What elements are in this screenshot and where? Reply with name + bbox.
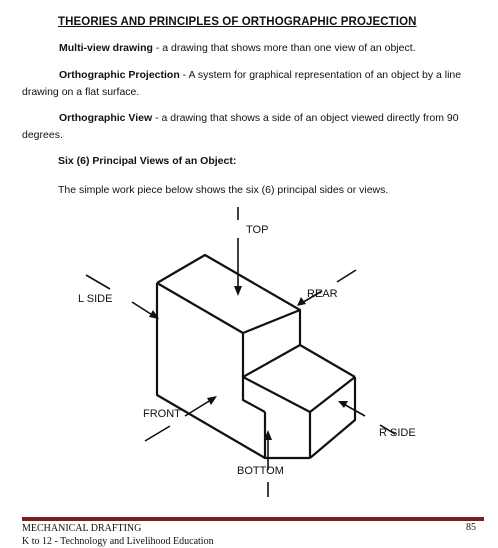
definition-text: - a drawing that shows a side of an object viewed directly from 90 degrees. — [22, 112, 459, 141]
page-number: 85 — [466, 522, 476, 533]
definition-text: - a drawing that shows more than one view of an object. — [152, 42, 416, 54]
view-arrows — [86, 207, 395, 497]
definition-term: Multi-view drawing — [59, 42, 153, 54]
label-l-side: L SIDE — [78, 293, 113, 305]
label-r-side: R SIDE — [379, 427, 416, 439]
label-rear: REAR — [307, 288, 338, 300]
definition-text: - A system for graphical representation of an object by a line drawing on a flat surface. — [22, 69, 462, 98]
front-marker — [145, 426, 170, 441]
intro-text: The simple work piece below shows the six (6) principal sides or views. — [58, 184, 389, 196]
label-front: FRONT — [143, 408, 181, 420]
label-top: TOP — [246, 224, 269, 236]
subheading: Six (6) Principal Views of an Object: — [58, 155, 237, 167]
footer-course: MECHANICAL DRAFTING — [22, 523, 142, 534]
r-side-arrowhead — [338, 401, 348, 408]
footer-program: K to 12 - Technology and Livelihood Education — [22, 536, 214, 547]
footer-divider — [22, 517, 484, 521]
page-title: THEORIES AND PRINCIPLES OF ORTHOGRAPHIC PROJECTION — [58, 16, 417, 28]
definition-term: Orthographic View — [59, 112, 153, 124]
rear-marker — [337, 270, 356, 282]
front-arrowhead — [207, 396, 217, 405]
workpiece-outline — [157, 255, 355, 458]
definition-term: Orthographic Projection — [59, 69, 180, 81]
label-bottom: BOTTOM — [237, 465, 284, 477]
top-arrowhead — [234, 286, 242, 296]
footer-course-info — [22, 522, 214, 548]
l-side-marker — [86, 275, 110, 289]
